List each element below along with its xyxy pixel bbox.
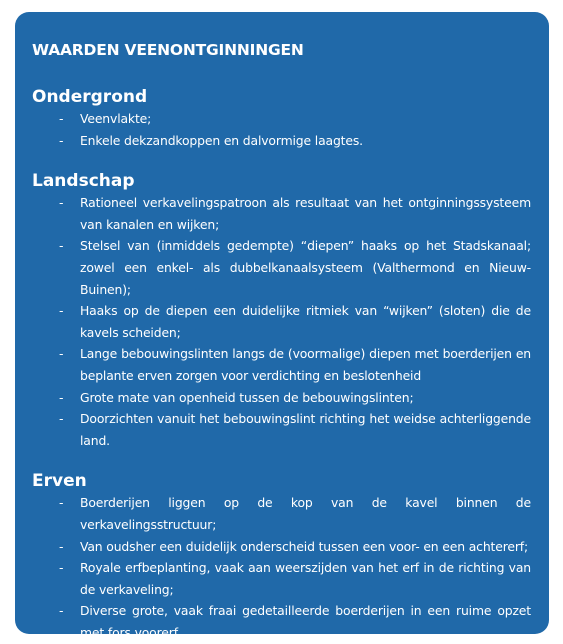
list-item-text: Doorzichten vanuit het bebouwingslint richting het weidse achterliggende land. xyxy=(80,411,531,448)
list-item xyxy=(32,192,531,235)
list-item-text: Grote mate van openheid tussen de bebouwingslinten; xyxy=(80,389,414,405)
list-item-text: Diverse grote, vaak fraai gedetailleerde boerderijen in een ruime opzet met fors voorerf. xyxy=(80,603,531,640)
list-item xyxy=(32,408,531,451)
section-heading: Erven xyxy=(32,471,87,492)
list-item xyxy=(32,387,531,409)
bullet-list xyxy=(32,192,531,451)
dash-bullet: - xyxy=(59,495,64,511)
list-item xyxy=(32,300,531,343)
list-item-text: Van oudsher een duidelijk onderscheid tussen een voor- en een achtererf; xyxy=(80,538,529,554)
list-item-text: Boerderijen liggen op de kop van de kavel binnen de verkavelingsstructuur; xyxy=(80,495,531,532)
list-item xyxy=(32,343,531,386)
list-item xyxy=(32,600,531,643)
list-item xyxy=(32,536,531,558)
section-heading: Landschap xyxy=(32,171,135,192)
list-item-text: Haaks op de diepen een duidelijke ritmiek van “wijken” (sloten) die de kavels scheiden; xyxy=(80,303,531,340)
dash-bullet: - xyxy=(59,303,64,319)
list-item-text: Lange bebouwingslinten langs de (voormalige) diepen met boerderijen en beplante erven zorgen voor verdichting en beslotenheid xyxy=(80,346,531,383)
list-item xyxy=(32,557,531,600)
list-item-text: Rationeel verkavelingspatroon als resultaat van het ontginningssysteem van kanalen en wijken; xyxy=(80,195,531,232)
dash-bullet: - xyxy=(59,238,64,254)
bullet-list xyxy=(32,492,531,643)
dash-bullet: - xyxy=(59,195,64,211)
dash-bullet: - xyxy=(59,560,64,576)
bullet-list xyxy=(32,108,531,151)
section-heading: Ondergrond xyxy=(32,87,148,107)
panel-title: WAARDEN VEENONTGINNINGEN xyxy=(32,41,304,59)
list-item xyxy=(32,108,531,130)
dash-bullet: - xyxy=(59,538,64,554)
list-item-text: Royale erfbeplanting, vaak aan weerszijden van het erf in de richting van de verkaveling; xyxy=(80,560,531,597)
dash-bullet: - xyxy=(59,132,64,148)
section-landschap xyxy=(32,170,531,451)
dash-bullet: - xyxy=(59,111,64,126)
list-item-text: Stelsel van (inmiddels gedempte) “diepen” haaks op het Stadskanaal; zowel een enkel- als dubbelkanaalsysteem (Valthermond en Nieuw-Buinen); xyxy=(80,238,531,297)
dash-bullet: - xyxy=(59,603,64,619)
section-erven xyxy=(32,470,531,643)
section-ondergrond xyxy=(32,86,531,151)
list-item-text: Enkele dekzandkoppen en dalvormige laagtes. xyxy=(80,132,363,148)
list-item xyxy=(32,130,531,152)
dash-bullet: - xyxy=(59,346,64,362)
info-panel xyxy=(15,12,549,640)
list-item xyxy=(32,235,531,300)
list-item xyxy=(32,492,531,535)
list-item-text: Veenvlakte; xyxy=(80,111,152,126)
dash-bullet: - xyxy=(59,389,64,405)
dash-bullet: - xyxy=(59,411,64,427)
